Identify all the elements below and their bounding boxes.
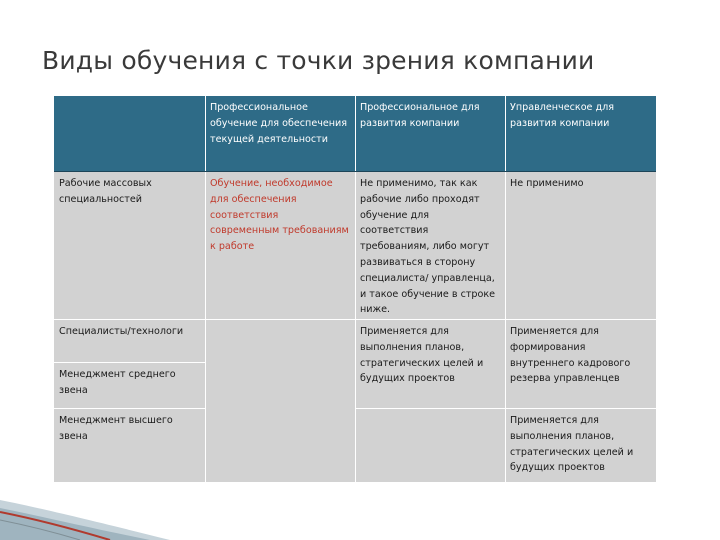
grid-line bbox=[54, 362, 205, 363]
decorative-corner-swoosh bbox=[0, 450, 170, 540]
cell-workers-managerial-development: Не применимо bbox=[510, 178, 584, 189]
grid-line bbox=[355, 408, 656, 409]
grid-line bbox=[205, 96, 206, 482]
grid-line bbox=[355, 96, 356, 482]
grid-line bbox=[54, 319, 656, 320]
cell-workers-professional-development: Не применимо, так как рабочие либо проходят обучение для соответствия требованиям, либо могут развиваться в сторону специалиста/ управленца, и такое обучение в строке ниже. bbox=[360, 178, 496, 316]
page-title: Виды обучения с точки зрения компании bbox=[42, 46, 595, 75]
row-label-top-management: Менеджмент высшего звена bbox=[59, 415, 173, 442]
cell-workers-professional-current: Обучение, необходимое для обеспечения соответствия современным требованиям к работе bbox=[210, 178, 349, 253]
row-label-specialists: Специалисты/технологи bbox=[59, 326, 184, 337]
header-cell-managerial-development: Управленческое для развития компании bbox=[505, 96, 656, 171]
cell-top-managerial-development: Применяется для выполнения планов, стратегических целей и будущих проектов bbox=[510, 415, 634, 474]
cell-specialists-managerial-development: Применяется для формирования внутреннего кадрового резерва управленцев bbox=[510, 326, 631, 385]
grid-line bbox=[505, 96, 506, 482]
row-label-workers: Рабочие массовых специальностей bbox=[59, 178, 152, 205]
row-label-middle-management: Менеджмент среднего звена bbox=[59, 369, 176, 396]
header-cell-professional-development: Профессиональное для развития компании bbox=[355, 96, 505, 171]
header-cell-empty bbox=[54, 96, 205, 171]
grid-line bbox=[54, 408, 205, 409]
grid-line bbox=[54, 171, 656, 172]
training-types-table bbox=[54, 96, 656, 482]
cell-specialists-professional-development: Применяется для выполнения планов, стратегических целей и будущих проектов bbox=[360, 326, 484, 385]
header-cell-professional-current: Профессиональное обучение для обеспечения текущей деятельности bbox=[205, 96, 355, 171]
